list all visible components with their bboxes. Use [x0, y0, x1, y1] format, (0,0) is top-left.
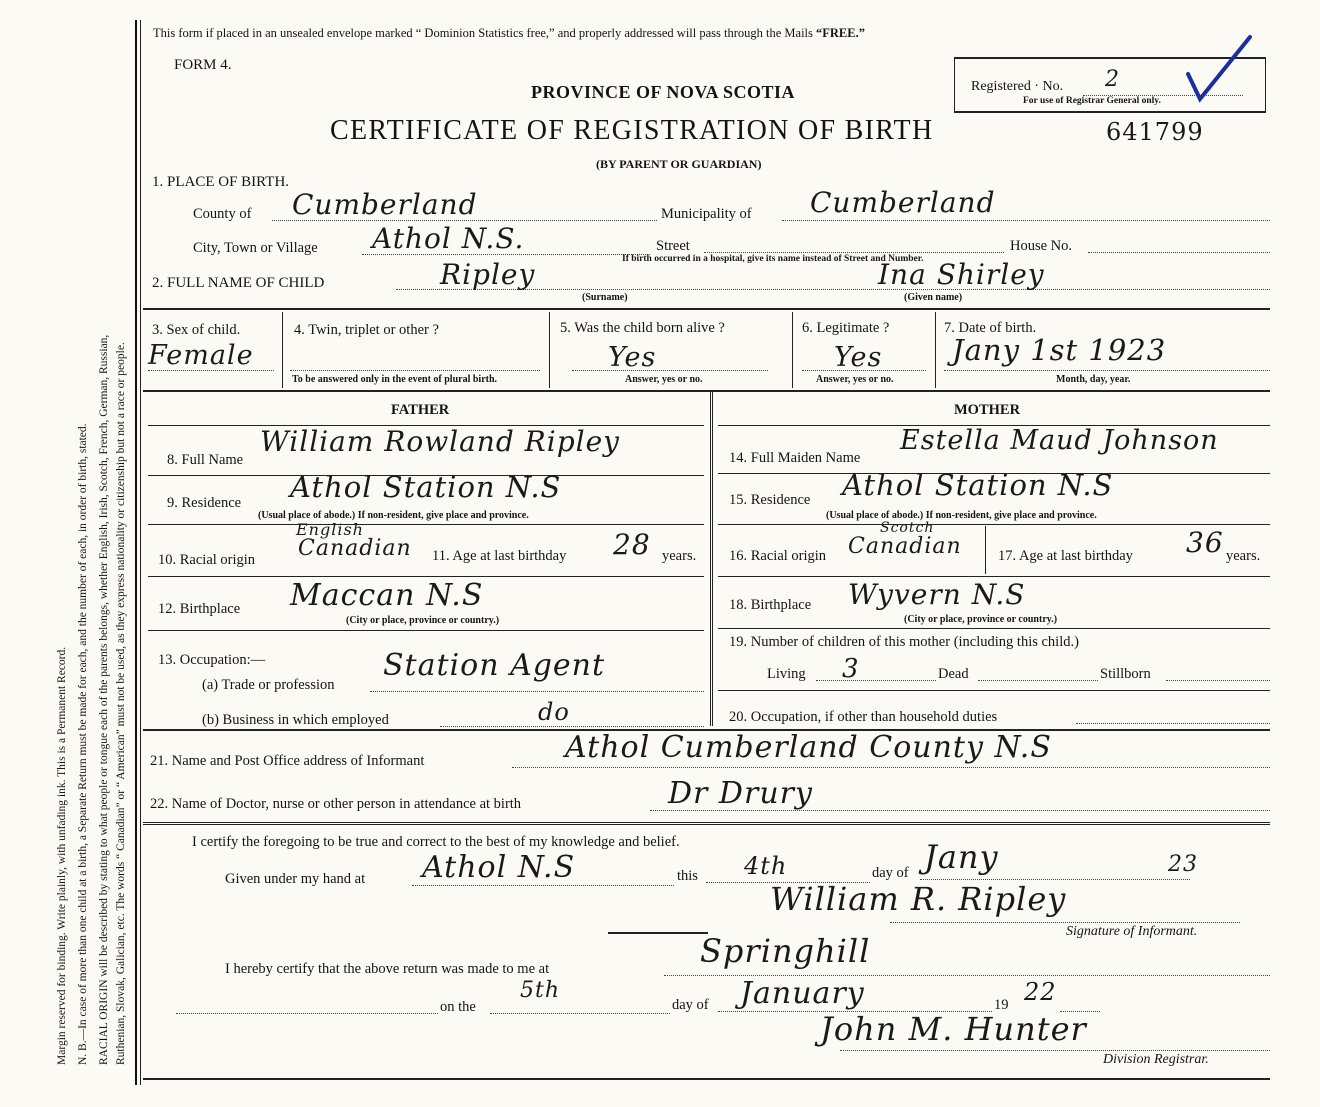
child-given-name: Ina Shirley [878, 258, 1045, 291]
mother-rule-2 [718, 524, 1270, 525]
divider-2 [143, 390, 1270, 392]
twin-note: To be answered only in the event of plural birth. [292, 374, 498, 385]
father-heading: FATHER [391, 402, 450, 418]
mother-racial-upper: Scotch [880, 520, 935, 536]
col-sep-2 [549, 312, 550, 388]
mother-years-label: years. [1226, 548, 1261, 564]
trade-line [370, 691, 704, 692]
legit-note: Answer, yes or no. [816, 374, 894, 385]
informant-line [512, 767, 1270, 768]
registrar-date-lead [176, 1013, 438, 1014]
twin-label: 4. Twin, triplet or other ? [294, 322, 439, 338]
given-name-caption: (Given name) [904, 292, 963, 303]
given-place-line [412, 885, 674, 886]
registered-label: Registered · No. [971, 79, 1064, 94]
certificate-number: 641799 [1106, 118, 1204, 146]
legit-label: 6. Legitimate ? [802, 320, 890, 336]
legit-line [802, 370, 926, 371]
col-sep-1 [282, 312, 283, 388]
certificate-title: CERTIFICATE OF REGISTRATION OF BIRTH [330, 115, 934, 146]
informant-signature-line [890, 922, 1240, 923]
business-value: do [538, 698, 570, 726]
mother-rule-5 [718, 690, 1270, 691]
father-rule-4 [148, 630, 704, 631]
given-place: Athol N.S [422, 850, 576, 885]
dob-label: 7. Date of birth. [944, 320, 1037, 336]
legit-value: Yes [834, 342, 883, 373]
registrar-day-line [490, 1013, 670, 1014]
col-sep-4 [935, 312, 936, 388]
mother-age-label: 17. Age at last birthday [998, 548, 1133, 564]
certify-statement: I certify the foregoing to be true and correct to the best of my knowledge and belief. [192, 834, 680, 850]
stillborn-label: Stillborn [1100, 666, 1151, 682]
father-birthplace-label: 12. Birthplace [158, 601, 241, 617]
street-label: Street [656, 238, 690, 254]
registrar-year: 22 [1024, 978, 1057, 1006]
postage-note: This form if placed in an unsealed envelope marked “ Dominion Statistics free,” and properly addressed will pass through the Mails “FREE.” [153, 26, 865, 40]
dead-label: Dead [938, 666, 969, 682]
dob-value: Jany 1st 1923 [952, 333, 1167, 367]
surname-caption: (Surname) [582, 292, 628, 303]
registered-note: For use of Registrar General only. [1023, 96, 1161, 106]
children-count-label: 19. Number of children of this mother (including this child.) [729, 634, 1079, 650]
trade-value: Station Agent [383, 648, 606, 683]
dob-line [944, 370, 1270, 371]
alive-value: Yes [608, 342, 657, 373]
registered-number: 2 [1105, 67, 1120, 92]
binding-rule [135, 20, 137, 1085]
informant-label: 21. Name and Post Office address of Informant [150, 753, 425, 769]
dob-note: Month, day, year. [1056, 374, 1131, 385]
city-label: City, Town or Village [193, 240, 318, 256]
margin-racial-note: RACIAL ORIGIN will be described by stating to what people or tongue each of the parents belongs, whether English, Irish, Scotch, French, German, Russian, [98, 334, 110, 1065]
father-rule-3 [148, 576, 704, 577]
doctor-value: Dr Drury [668, 776, 813, 811]
mother-name-label: 14. Full Maiden Name [729, 450, 861, 466]
municipality-value: Cumberland [810, 186, 996, 219]
doctor-label: 22. Name of Doctor, nurse or other person in attendance at birth [150, 796, 522, 812]
father-birthplace-note: (City or place, province or country.) [346, 615, 500, 626]
province-heading: PROVINCE OF NOVA SCOTIA [531, 82, 796, 102]
registered-box [954, 57, 1266, 113]
certify-month: Jany [924, 838, 999, 876]
margin-binding-note: Margin reserved for binding. Write plainly, with unfading ink. This is a Permanent Record. [56, 646, 68, 1065]
father-years-label: years. [662, 548, 697, 564]
hospital-note: If birth occurred in a hospital, give its name instead of Street and Number. [622, 254, 924, 264]
living-value: 3 [842, 654, 860, 684]
sex-label: 3. Sex of child. [152, 322, 241, 338]
house-label: House No. [1010, 238, 1073, 254]
divider-1 [143, 308, 1270, 310]
check-mark-icon [1180, 29, 1260, 109]
registrar-on-label: on the [440, 999, 476, 1015]
registrar-signature: John M. Hunter [820, 1010, 1087, 1048]
mother-occupation-line [1076, 723, 1270, 724]
stillborn-line [1166, 680, 1270, 681]
father-residence: Athol Station N.S [290, 470, 562, 504]
alive-note: Answer, yes or no. [625, 374, 703, 385]
business-line [440, 726, 704, 727]
county-label: County of [193, 206, 252, 222]
municipality-label: Municipality of [661, 206, 752, 222]
father-racial-upper: English [296, 520, 364, 539]
certify-day: 4th [744, 852, 788, 880]
father-rule-2 [148, 524, 704, 525]
father-residence-label: 9. Residence [167, 495, 242, 511]
child-name-label: 2. FULL NAME OF CHILD [152, 275, 325, 291]
living-label: Living [767, 666, 806, 682]
registrar-month: January [740, 976, 865, 1011]
child-surname: Ripley [440, 258, 536, 291]
father-racial-label: 10. Racial origin [158, 552, 256, 568]
father-occupation-label: 13. Occupation:— [158, 652, 266, 668]
mother-racial-label: 16. Racial origin [729, 548, 827, 564]
col-sep-3 [792, 312, 793, 388]
mother-name: Estella Maud Johnson [900, 425, 1219, 456]
registrar-signature-line [840, 1050, 1270, 1051]
father-residence-note: (Usual place of abode.) If non-resident, give place and province. [258, 510, 529, 521]
mother-heading: MOTHER [954, 402, 1021, 418]
mother-residence-note: (Usual place of abode.) If non-resident, give place and province. [826, 510, 1097, 521]
county-value: Cumberland [292, 188, 478, 221]
registrar-statement: I hereby certify that the above return was made to me at [225, 961, 550, 977]
form-number: FORM 4. [174, 57, 232, 73]
mother-age: 36 [1186, 526, 1224, 559]
mother-birthplace: Wyvern N.S [848, 578, 1026, 611]
binding-rule-inner [140, 20, 141, 1085]
certificate-subtitle: (BY PARENT OR GUARDIAN) [596, 157, 762, 171]
short-rule [608, 932, 708, 934]
city-value: Athol N.S. [372, 222, 525, 255]
registrar-place: Springhill [700, 932, 871, 970]
divider-4 [143, 822, 1270, 825]
registrar-year-prefix: 19 [994, 997, 1009, 1013]
mother-residence: Athol Station N.S [842, 468, 1114, 502]
alive-line [572, 370, 768, 371]
dead-line [978, 680, 1098, 681]
mother-rule-4 [718, 628, 1270, 629]
sex-value: Female [148, 340, 254, 371]
informant-value: Athol Cumberland County N.S [565, 730, 1052, 765]
mother-rule-3 [718, 576, 1270, 577]
place-heading: 1. PLACE OF BIRTH. [152, 174, 290, 190]
informant-signature-caption: Signature of Informant. [1066, 924, 1198, 939]
father-age: 28 [613, 528, 651, 561]
certify-year: 23 [1168, 852, 1198, 877]
mother-birthplace-note: (City or place, province or country.) [904, 614, 1058, 625]
house-line [1088, 252, 1270, 253]
mother-occupation-label: 20. Occupation, if other than household duties [729, 709, 998, 725]
free-label: “FREE.” [816, 26, 865, 40]
registrar-day-of-label: day of [672, 997, 709, 1013]
bottom-rule [143, 1078, 1270, 1080]
twin-line [290, 370, 540, 371]
father-age-label: 11. Age at last birthday [432, 548, 567, 564]
margin-nb-note: N. B.—In case of more than one child at a birth, a Separate Return must be made for each, and the number of each, in order of birth, stated. [77, 423, 89, 1065]
registrar-day: 5th [520, 978, 561, 1003]
trade-label: (a) Trade or profession [202, 677, 335, 693]
sex-line [148, 370, 274, 371]
father-birthplace: Maccan N.S [290, 578, 484, 613]
mother-racial-sep [985, 526, 986, 574]
municipality-line [782, 220, 1270, 221]
living-line [816, 680, 936, 681]
business-label: (b) Business in which employed [202, 712, 389, 728]
registrar-signature-caption: Division Registrar. [1103, 1052, 1209, 1067]
informant-signature: William R. Ripley [770, 880, 1067, 918]
alive-label: 5. Was the child born alive ? [560, 320, 725, 336]
mother-racial: Canadian [848, 534, 962, 559]
certify-day-of-label: day of [872, 865, 909, 881]
mother-birthplace-label: 18. Birthplace [729, 597, 812, 613]
this-label: this [677, 868, 698, 884]
father-racial: Canadian [298, 536, 412, 561]
father-name-label: 8. Full Name [167, 452, 244, 468]
mother-residence-label: 15. Residence [729, 492, 811, 508]
margin-racial-note-2: Ruthenian, Slovak, Galician, etc. The words “ Canadian” or “ American” must not be used, as they express nationality or citizenship but not a race or people. [115, 342, 127, 1065]
parents-divider [710, 392, 713, 726]
street-line [704, 252, 1004, 253]
given-under-label: Given under my hand at [225, 871, 366, 887]
father-name: William Rowland Ripley [260, 425, 620, 458]
